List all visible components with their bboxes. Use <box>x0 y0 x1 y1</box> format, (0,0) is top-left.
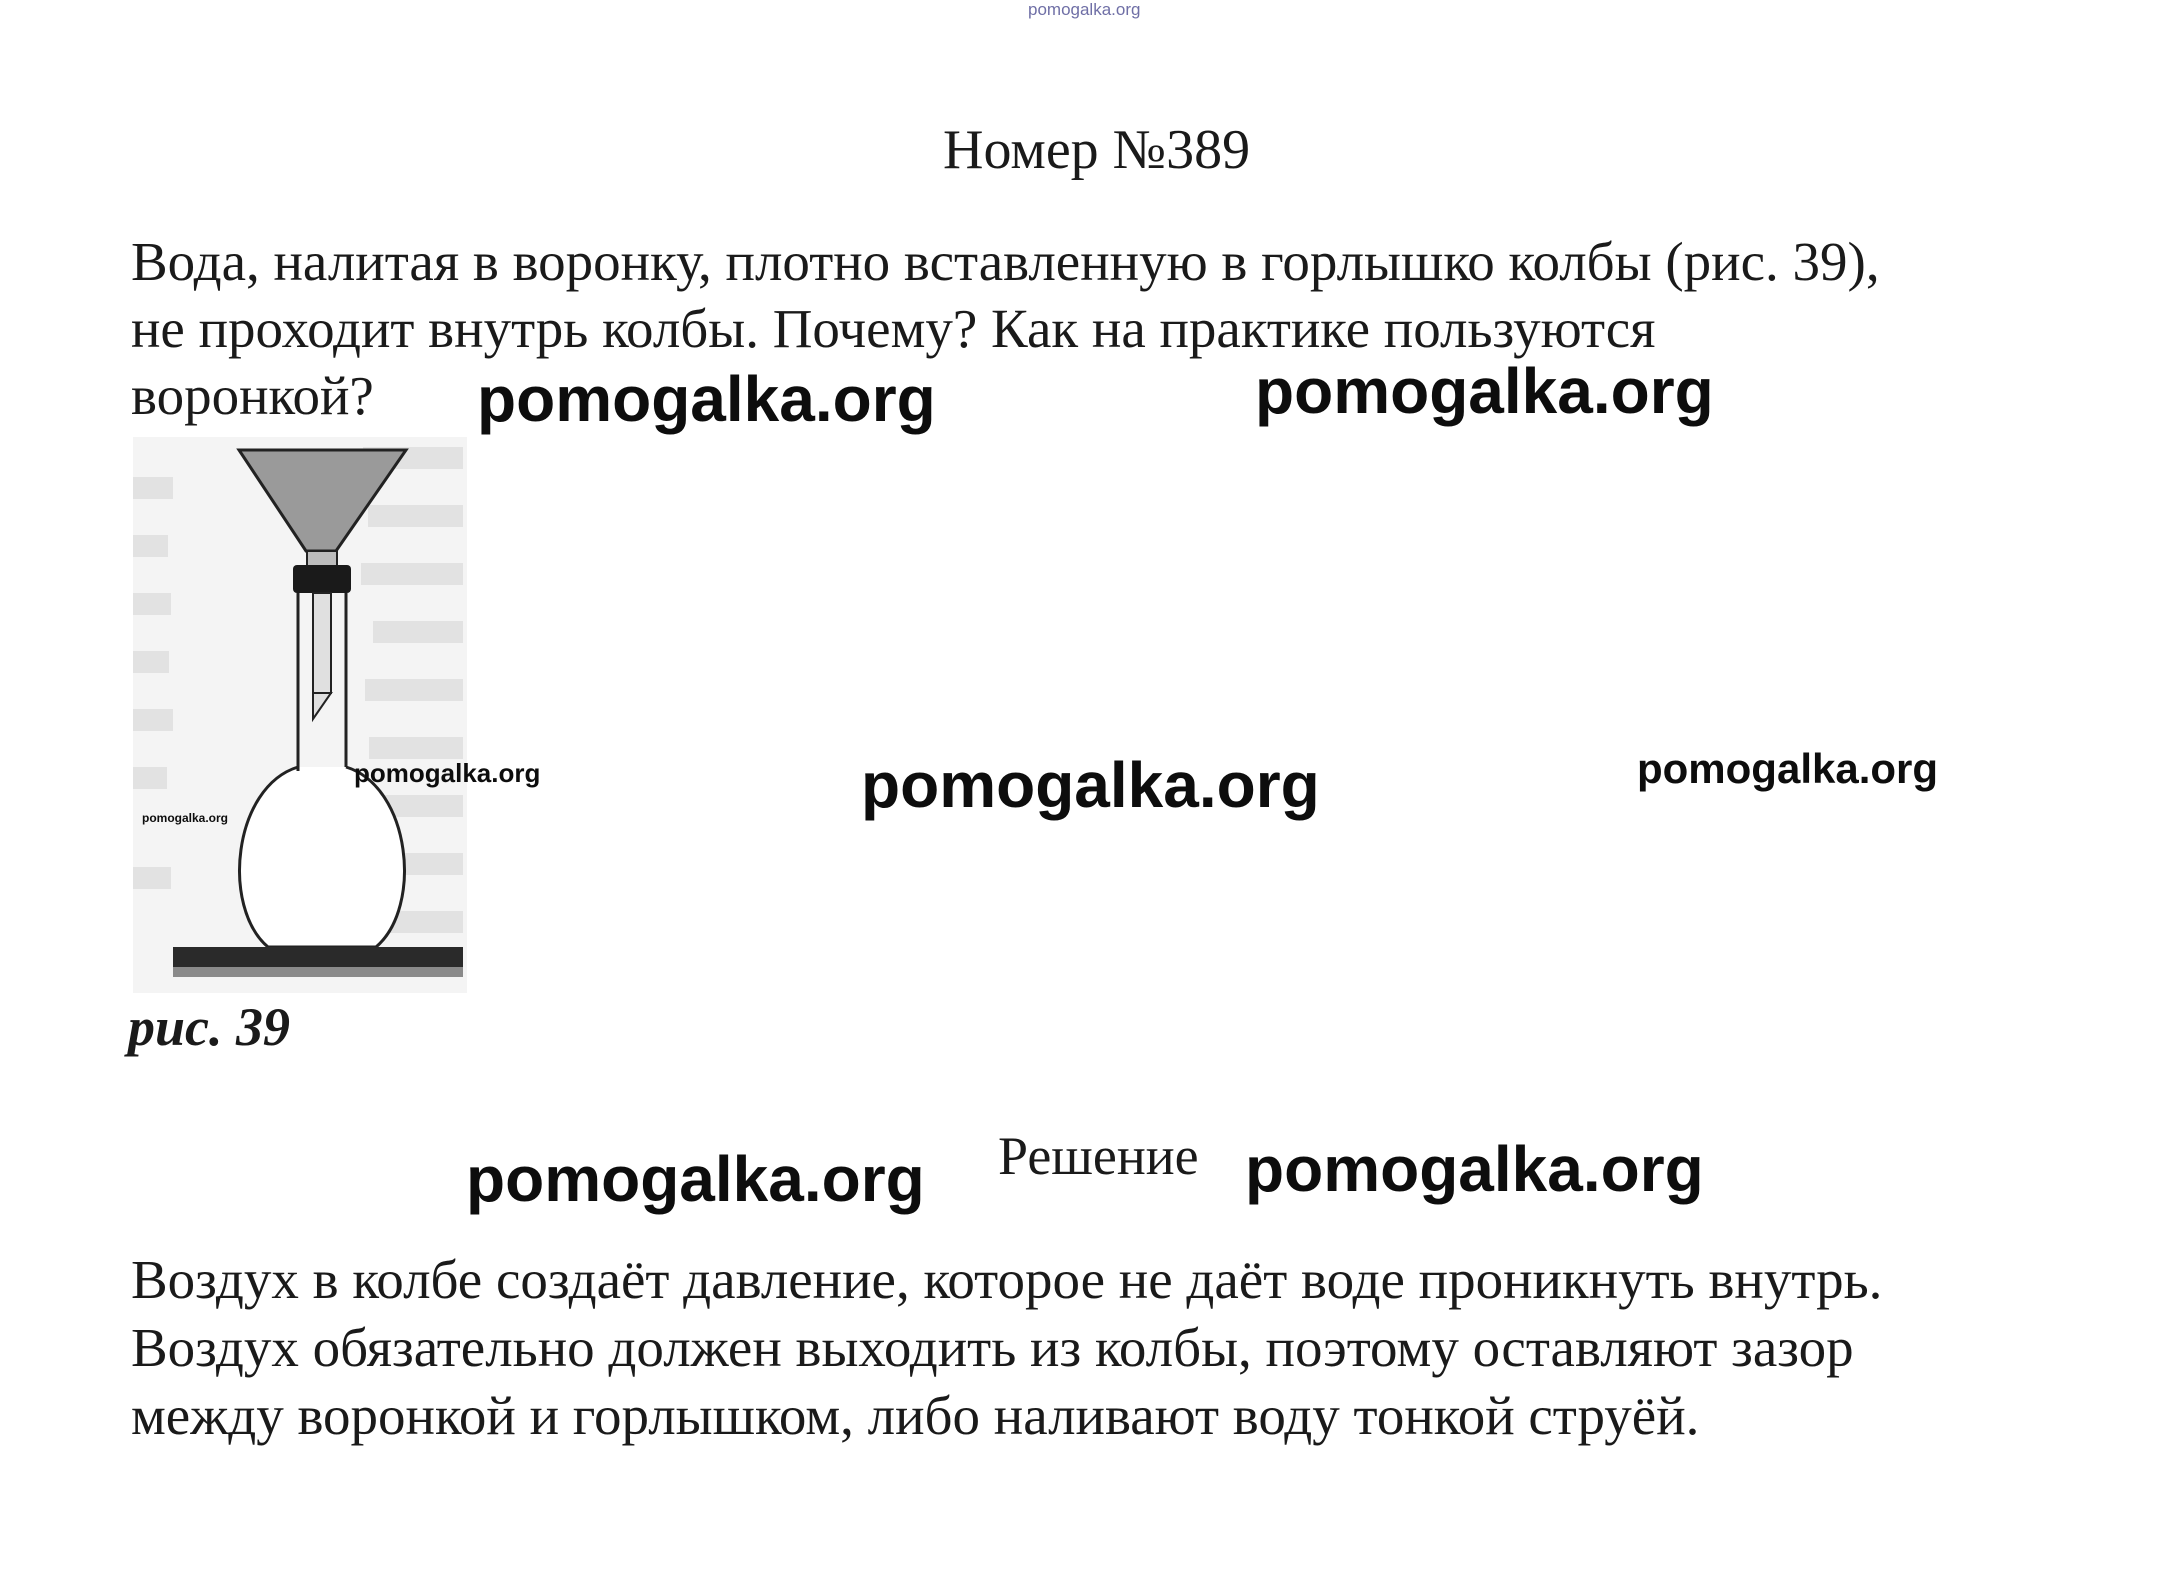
page-title: Номер №389 <box>943 119 1251 181</box>
watermark: pomogalka.org <box>142 811 229 825</box>
task-line: Вода, налитая в воронку, плотно вставленную в горлышко колбы (рис. 39), <box>131 231 1880 292</box>
task-line: не проходит внутрь колбы. Почему? Как на практике пользуются <box>131 298 1656 359</box>
watermark: pomogalka.org <box>1245 1133 1704 1205</box>
watermark: pomogalka.org <box>1637 745 1939 792</box>
figure-caption: рис. 39 <box>128 997 290 1057</box>
figure-funnel-flask <box>133 437 467 993</box>
solution-line: между воронкой и горлышком, либо наливают воду тонкой струёй. <box>131 1385 1700 1446</box>
solution-text <box>131 1246 1882 1450</box>
watermark: pomogalka.org <box>354 758 541 788</box>
watermark: pomogalka.org <box>477 363 936 435</box>
solution-line: Воздух обязательно должен выходить из колбы, поэтому оставляют зазор <box>131 1317 1854 1378</box>
watermark: pomogalka.org <box>1255 355 1714 427</box>
task-line: воронкой? <box>131 365 374 426</box>
watermark: pomogalka.org <box>466 1143 925 1215</box>
solution-line: Воздух в колбе создаёт давление, которое не даёт воде проникнуть внутрь. <box>131 1249 1883 1310</box>
solution-heading: Решение <box>998 1126 1199 1186</box>
site-mark-top: pomogalka.org <box>1028 0 1141 19</box>
watermark: pomogalka.org <box>861 749 1320 821</box>
